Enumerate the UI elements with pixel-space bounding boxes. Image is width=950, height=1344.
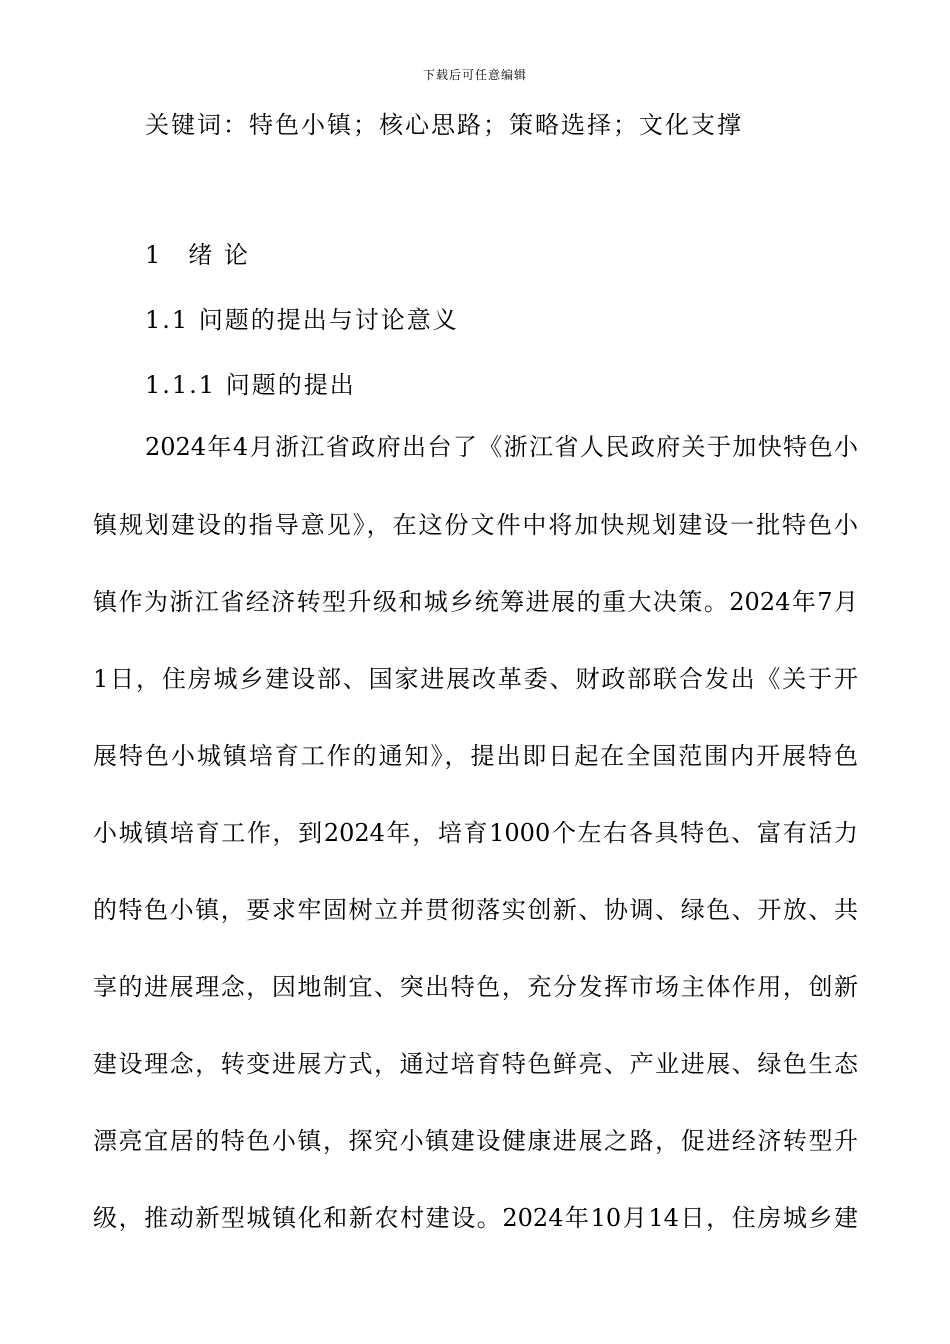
header-note: 下载后可任意编辑 <box>422 68 527 82</box>
paragraph-line: 建设理念，转变进展方式，通过培育特色鲜亮、产业进展、绿色生态 <box>93 1050 858 1078</box>
paragraph-line: 漂亮宜居的特色小镇，探究小镇建设健康进展之路，促进经济转型升 <box>93 1127 858 1155</box>
paragraph-line: 小城镇培育工作，到2024年，培育1000个左右各具特色、富有活力 <box>93 819 858 847</box>
paragraph-line: 镇作为浙江省经济转型升级和城乡统筹进展的重大决策。2024年7月 <box>93 588 858 616</box>
paragraph-line: 展特色小城镇培育工作的通知》，提出即日起在全国范围内开展特色 <box>93 742 858 770</box>
paragraph-line: 2024年4月浙江省政府出台了《浙江省人民政府关于加快特色小 <box>145 433 858 461</box>
section-title: 绪 论 <box>188 241 250 269</box>
section-heading-1-1-1: 1.1.1 问题的提出 <box>145 371 356 399</box>
paragraph-line: 镇规划建设的指导意见》，在这份文件中将加快规划建设一批特色小 <box>93 511 858 539</box>
keywords-line: 关键词：特色小镇；核心思路；策略选择；文化支撑 <box>145 111 743 139</box>
paragraph-line: 的特色小镇，要求牢固树立并贯彻落实创新、协调、绿色、开放、共 <box>93 896 858 924</box>
section-heading-1 <box>145 238 250 272</box>
paragraph-line: 享的进展理念，因地制宜、突出特色，充分发挥市场主体作用，创新 <box>93 973 858 1001</box>
section-heading-1-1: 1.1 问题的提出与讨论意义 <box>145 306 459 334</box>
paragraph-line: 级，推动新型城镇化和新农村建设。2024年10月14日，住房城乡建 <box>93 1204 858 1232</box>
section-number: 1 <box>145 241 163 269</box>
paragraph-line: 1日，住房城乡建设部、国家进展改革委、财政部联合发出《关于开 <box>93 665 858 693</box>
